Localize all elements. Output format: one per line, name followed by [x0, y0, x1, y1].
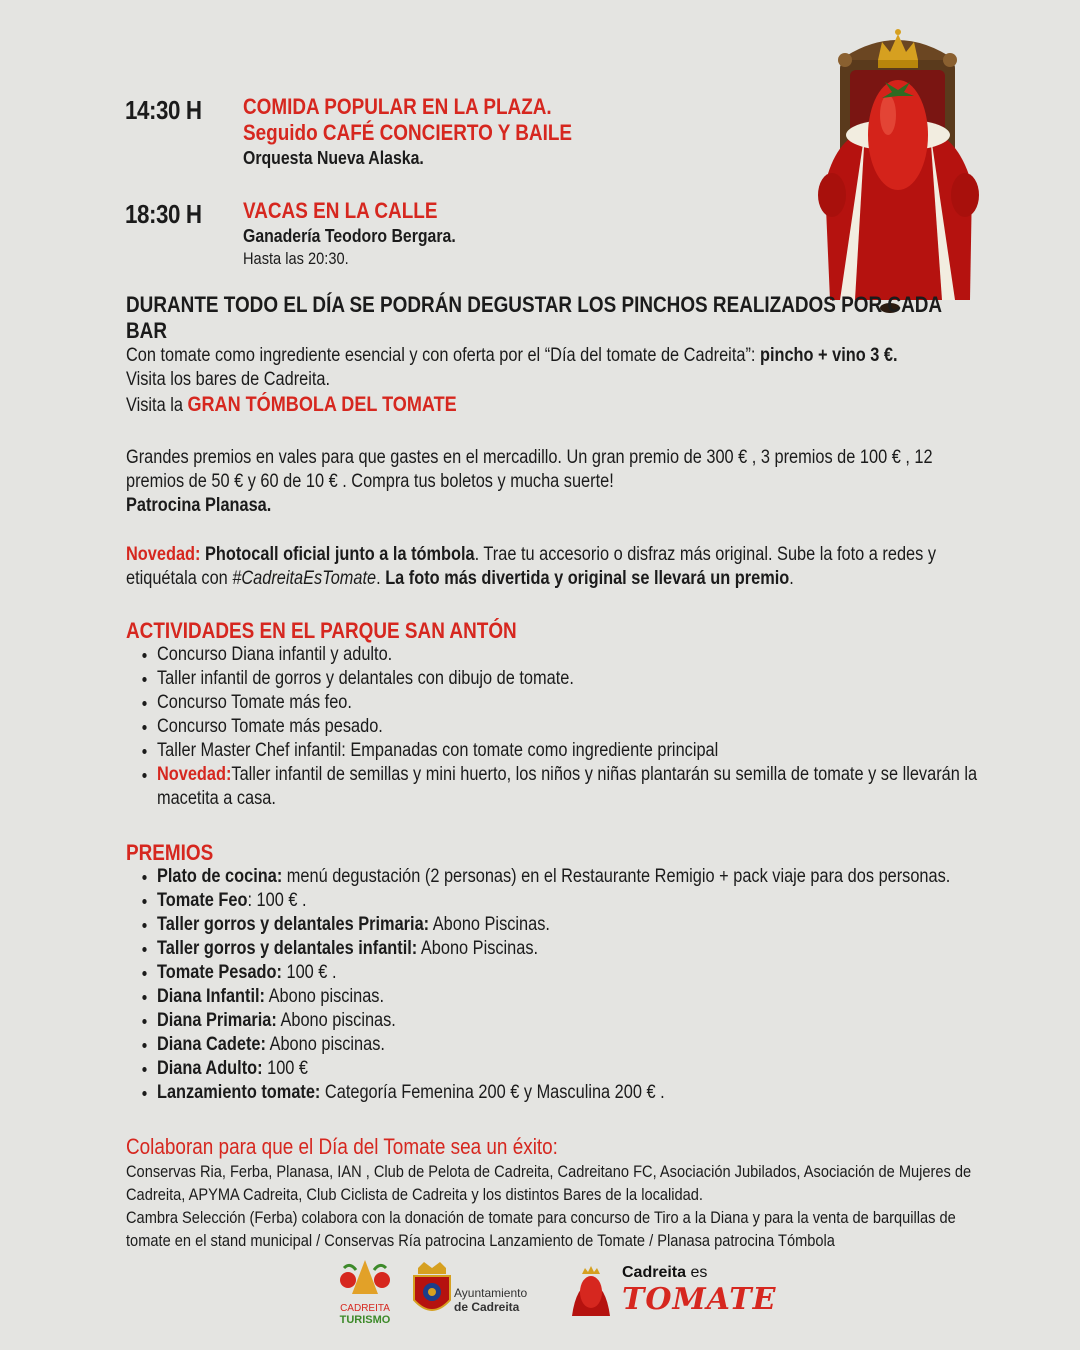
tombola-sponsor: Patrocina Planasa. — [126, 495, 272, 516]
premio-text: Abono Piscinas. — [429, 914, 550, 935]
list-item — [157, 985, 986, 1009]
list-item: • Taller Master Chef infantil: Empanadas con tomate como ingrediente principal — [157, 739, 986, 763]
premio-label: Diana Primaria: — [156, 1010, 277, 1031]
event-title-line2: Seguido CAFÉ CONCIERTO Y BAILE — [243, 120, 573, 145]
premio-text: Abono piscinas. — [276, 1010, 396, 1031]
ayto-line1: Ayuntamiento — [454, 1286, 528, 1300]
premio-label: Diana Adulto: — [156, 1058, 263, 1079]
colaboran-heading: Colaboran para que el Día del Tomate sea un éxito: — [126, 1134, 558, 1159]
cadreita-es-tomate-logo — [566, 1260, 777, 1324]
es-tomate-es: es — [690, 1264, 708, 1281]
tombola-title-line — [126, 393, 986, 418]
colaboran-text2: Cambra Selección (Ferba) colabora con la donación de tomate para concurso de Tiro a la Diana y para la venta de barquillas de tomate en el stand municipal / Conservas Ría patrocina Lanzamiento de Tomate / Planasa patrocina Tómbola — [126, 1208, 956, 1250]
colaboran-section — [126, 1134, 986, 1252]
list-item — [157, 1081, 986, 1105]
premio-text: menú degustación (2 personas) en el Restaurante Remigio + pack viaje para dos personas. — [282, 866, 951, 887]
actividades-novedad-label: Novedad: — [156, 764, 232, 785]
ayuntamiento-logo — [410, 1262, 550, 1322]
novedad-hashtag: #CadreitaEsTomate — [232, 568, 377, 589]
list-item: • Taller infantil de gorros y delantales con dibujo de tomate. — [157, 667, 986, 691]
coat-of-arms-icon — [410, 1262, 454, 1322]
pinchos-visit: Visita los bares de Cadreita. — [126, 369, 331, 390]
pinchos-text: Con tomate como ingrediente esencial y con oferta por el “Día del tomate de Cadreita”: — [126, 345, 760, 366]
ayto-line2: de Cadreita — [454, 1300, 520, 1314]
list-item — [157, 937, 986, 961]
event-detail: Orquesta Nueva Alaska. — [243, 148, 424, 168]
list-item: • Concurso Tomate más feo. — [157, 691, 986, 715]
novedad-photocall — [126, 543, 986, 591]
es-tomate-line2: TOMATE — [622, 1282, 777, 1317]
list-item — [157, 865, 986, 889]
list-item — [157, 1033, 986, 1057]
list-item — [157, 889, 986, 913]
premio-text: Categoría Femenina 200 € y Masculina 200 € . — [320, 1082, 665, 1103]
premio-text: 100 € . — [281, 962, 337, 983]
list-item: • Concurso Diana infantil y adulto. — [157, 643, 986, 667]
colaboran-text1: Conservas Ria, Ferba, Planasa, IAN , Club de Pelota de Cadreita, Cadreitano FC, Asociación Jubilados, Asociación de Mujeres de Cadreita, APYMA Cadreita, Club Ciclista de Cadreita y los distintos Bares de la localidad. — [126, 1162, 972, 1204]
cadreita-turismo-logo — [330, 1258, 400, 1328]
tombola-section — [126, 446, 986, 518]
pinchos-heading: DURANTE TODO EL DÍA SE PODRÁN DEGUSTAR LOS PINCHOS REALIZADOS POR CADA BAR — [126, 292, 942, 343]
event-title-line1: COMIDA POPULAR EN LA PLAZA. — [243, 94, 552, 119]
premio-text: Abono piscinas. — [265, 1034, 385, 1055]
tomato-king-icon — [566, 1266, 616, 1318]
novedad-text2: . — [376, 568, 386, 589]
schedule-time-1: 14:30 H — [125, 95, 202, 125]
premio-text: Abono Piscinas. — [417, 938, 539, 959]
schedule-event-1 — [243, 94, 626, 170]
novedad-bold1: Photocall oficial junto a la tómbola — [204, 544, 475, 565]
pinchos-offer: pincho + vino 3 €. — [759, 345, 898, 366]
premio-label: Diana Infantil: — [156, 986, 265, 1007]
actividades-list — [126, 643, 986, 811]
list-item — [157, 961, 986, 985]
turismo-line2: TURISMO — [339, 1314, 391, 1326]
footer-logos — [330, 1258, 777, 1328]
turismo-line1: CADREITA — [340, 1303, 390, 1314]
premios-heading: PREMIOS — [126, 840, 214, 865]
premio-text: 100 € — [262, 1058, 308, 1079]
actividades-heading: ACTIVIDADES EN EL PARQUE SAN ANTÓN — [126, 618, 517, 643]
list-item — [157, 763, 986, 811]
list-item — [157, 1009, 986, 1033]
novedad-text3: . — [789, 568, 794, 589]
novedad-label: Novedad: — [126, 544, 205, 565]
schedule-time-2: 18:30 H — [125, 199, 202, 229]
premios-section — [126, 841, 986, 1105]
tombola-title: GRAN TÓMBOLA DEL TOMATE — [187, 393, 457, 416]
es-tomate-line1: Cadreita — [622, 1264, 687, 1281]
tombola-text: Grandes premios en vales para que gastes en el mercadillo. Un gran premio de 300 € , 3 premios de 100 € , 12 premios de 50 € y 60 de 10 € . Compra tus boletos y mucha suerte! — [126, 447, 933, 492]
turismo-emblem-icon — [330, 1258, 400, 1298]
premio-label: Lanzamiento tomate: — [156, 1082, 321, 1103]
premio-text: : 100 € . — [247, 890, 307, 911]
actividades-novedad-text: Taller infantil de semillas y mini huerto, los niños y niñas plantarán su semilla de tomate y se llevarán la macetita a casa. — [156, 764, 978, 809]
tomato-king-illustration — [810, 20, 985, 320]
premio-label: Diana Cadete: — [156, 1034, 266, 1055]
actividades-section — [126, 619, 986, 811]
event-detail: Ganadería Teodoro Bergara. — [243, 226, 456, 246]
premio-label: Tomate Feo — [156, 890, 248, 911]
premios-list — [126, 865, 986, 1105]
premio-label: Plato de cocina: — [156, 866, 283, 887]
event-note: Hasta las 20:30. — [243, 249, 349, 268]
novedad-bold2: La foto más divertida y original se llevará un premio — [385, 568, 790, 589]
novedad-text1: . Trae tu accesorio o disfraz más original. Sube la foto a redes y etiquétala con — [126, 544, 937, 589]
pinchos-section — [126, 292, 986, 392]
schedule-event-2 — [243, 198, 485, 270]
premio-label: Taller gorros y delantales infantil: — [156, 938, 418, 959]
premio-label: Tomate Pesado: — [156, 962, 282, 983]
tombola-prefix: Visita la — [126, 395, 188, 416]
premio-text: Abono piscinas. — [264, 986, 384, 1007]
premio-label: Taller gorros y delantales Primaria: — [156, 914, 430, 935]
list-item — [157, 1057, 986, 1081]
event-title-line1: VACAS EN LA CALLE — [243, 198, 438, 223]
list-item — [157, 913, 986, 937]
list-item: • Concurso Tomate más pesado. — [157, 715, 986, 739]
